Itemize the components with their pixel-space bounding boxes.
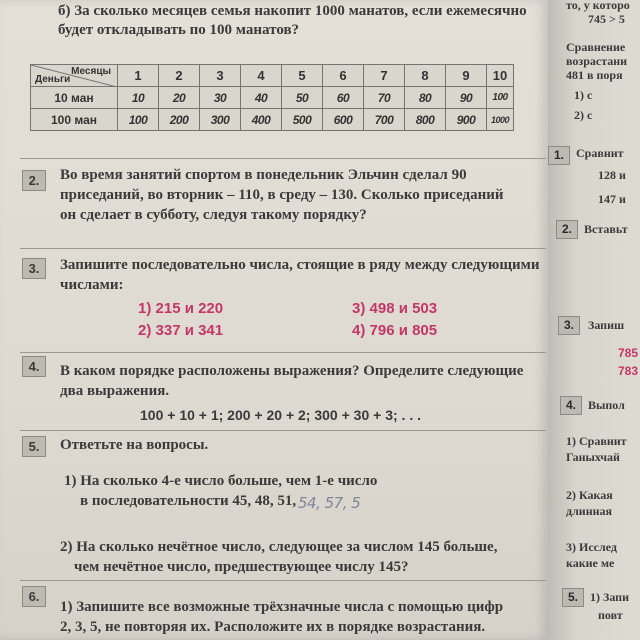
side-task-badge: 5. [562, 588, 584, 607]
month-header: 4 [241, 65, 282, 87]
handwritten-cell: 900 [446, 109, 487, 131]
side-text: 128 и [598, 168, 626, 182]
month-header: 8 [405, 65, 446, 87]
side-text: Запиш [588, 318, 625, 332]
task-number-badge: 5. [22, 436, 46, 457]
side-text: какие ме [566, 556, 615, 570]
handwritten-cell: 600 [323, 109, 364, 131]
side-pink-number: 785 [618, 346, 639, 360]
row-label: 10 ман [31, 87, 118, 109]
task4-expression: 100 + 10 + 1; 200 + 20 + 2; 300 + 30 + 3; . . . [140, 407, 421, 423]
handwritten-cell: 90 [446, 87, 487, 109]
side-text: Вставьт [584, 222, 628, 236]
handwritten-cell: 500 [282, 109, 323, 131]
side-text: 1) с [574, 88, 593, 102]
side-text: длинная [566, 504, 613, 518]
task4-line2: два выражения. [60, 383, 170, 399]
handwritten-cell: 100 [118, 109, 159, 131]
task6-line2: 2, 3, 5, не повторяя их. Расположите их в порядке возрастания. [60, 619, 486, 635]
handwritten-cell: 100 [487, 87, 514, 109]
handwritten-cell: 50 [282, 87, 323, 109]
corner-money-label: Деньги [35, 74, 71, 85]
side-text: 1) Запи [590, 590, 629, 604]
task6-line1: 1) Запишите все возможные трёхзначные числа с помощью цифр [60, 599, 504, 615]
month-header: 2 [159, 65, 200, 87]
side-text: то, у которо [566, 0, 630, 12]
corner-months-label: Месяцы [71, 66, 111, 77]
handwritten-cell: 80 [405, 87, 446, 109]
side-text: 147 и [598, 192, 626, 206]
handwritten-cell: 1000 [487, 109, 514, 131]
table-header-row [31, 65, 514, 87]
divider [20, 248, 546, 249]
side-text: возрастани [566, 54, 628, 68]
table-corner-cell [31, 65, 118, 87]
handwritten-cell: 60 [323, 87, 364, 109]
divider [20, 158, 546, 159]
month-header: 9 [446, 65, 487, 87]
handwritten-cell: 300 [200, 109, 241, 131]
task5-q1-line2: в последовательности 45, 48, 51, [80, 493, 297, 509]
task3-item-4: 4) 796 и 805 [352, 322, 438, 339]
task2-line3: он сделает в субботу, следуя такому порядку? [60, 207, 367, 223]
handwritten-cell: 10 [118, 87, 159, 109]
month-header: 10 [487, 65, 514, 87]
task5-q1-line1: 1) На сколько 4-е число больше, чем 1-е число [64, 473, 378, 489]
side-text: Сравнение [566, 40, 626, 54]
divider [20, 430, 546, 431]
side-task-badge: 2. [556, 220, 578, 239]
month-header: 6 [323, 65, 364, 87]
task2-line1: Во время занятий спортом в понедельник Эльчин сделал 90 [60, 167, 467, 183]
task3-item-1: 1) 215 и 220 [138, 300, 224, 317]
side-text: 1) Сравнит [566, 434, 627, 448]
side-text: 3) Исслед [566, 540, 617, 554]
task5-q2-line2: чем нечётное число, предшествующее числу 145? [74, 559, 409, 575]
divider [20, 352, 546, 353]
task5-handwritten-answer: 54, 57, 5 [298, 494, 361, 512]
month-header: 1 [118, 65, 159, 87]
task-number-badge: 4. [22, 356, 46, 377]
facing-page [548, 0, 640, 640]
handwritten-cell: 200 [159, 109, 200, 131]
handwritten-cell: 400 [241, 109, 282, 131]
task5-title: Ответьте на вопросы. [60, 437, 209, 453]
side-text: 481 в поря [566, 68, 623, 82]
side-text: 745 > 5 [588, 12, 625, 26]
task5-q2-line1: 2) На сколько нечётное число, следующее за числом 145 больше, [60, 539, 498, 555]
handwritten-cell: 20 [159, 87, 200, 109]
side-task-badge: 4. [560, 396, 582, 415]
task-number-badge: 3. [22, 258, 46, 279]
side-text: Ганыхчай [566, 450, 620, 464]
task4-line1: В каком порядке расположены выражения? Определите следующие [60, 363, 524, 379]
task3-line1: Запишите последовательно числа, стоящие в ряду между следующими [60, 257, 540, 273]
problem-b-line1: б) За сколько месяцев семья накопит 1000 манатов, если ежемесячно [58, 3, 527, 19]
problem-b-line2: будет откладывать по 100 манатов? [58, 22, 300, 38]
side-pink-number: 783 [618, 364, 639, 378]
task2-line2: приседаний, во вторник – 110, в среду – 130. Сколько приседаний [60, 187, 504, 203]
table-row-100 [31, 109, 514, 131]
savings-table [30, 64, 514, 131]
task3-item-3: 3) 498 и 503 [352, 300, 438, 317]
month-header: 3 [200, 65, 241, 87]
side-text: 2) Какая [566, 488, 613, 502]
row-label: 100 ман [31, 109, 118, 131]
handwritten-cell: 70 [364, 87, 405, 109]
task-number-badge: 6. [22, 586, 46, 607]
month-header: 5 [282, 65, 323, 87]
side-text: повт [598, 608, 623, 622]
handwritten-cell: 30 [200, 87, 241, 109]
task-number-badge: 2. [22, 170, 46, 191]
side-task-badge: 3. [558, 316, 580, 335]
side-text: 2) с [574, 108, 593, 122]
month-header: 7 [364, 65, 405, 87]
handwritten-cell: 40 [241, 87, 282, 109]
side-task-badge: 1. [548, 146, 570, 165]
side-text: Выпол [588, 398, 625, 412]
handwritten-cell: 700 [364, 109, 405, 131]
task3-item-2: 2) 337 и 341 [138, 322, 224, 339]
table-row-10 [31, 87, 514, 109]
handwritten-cell: 800 [405, 109, 446, 131]
divider [20, 580, 546, 581]
task3-line2: числами: [60, 277, 124, 293]
side-text: Сравнит [576, 146, 624, 160]
